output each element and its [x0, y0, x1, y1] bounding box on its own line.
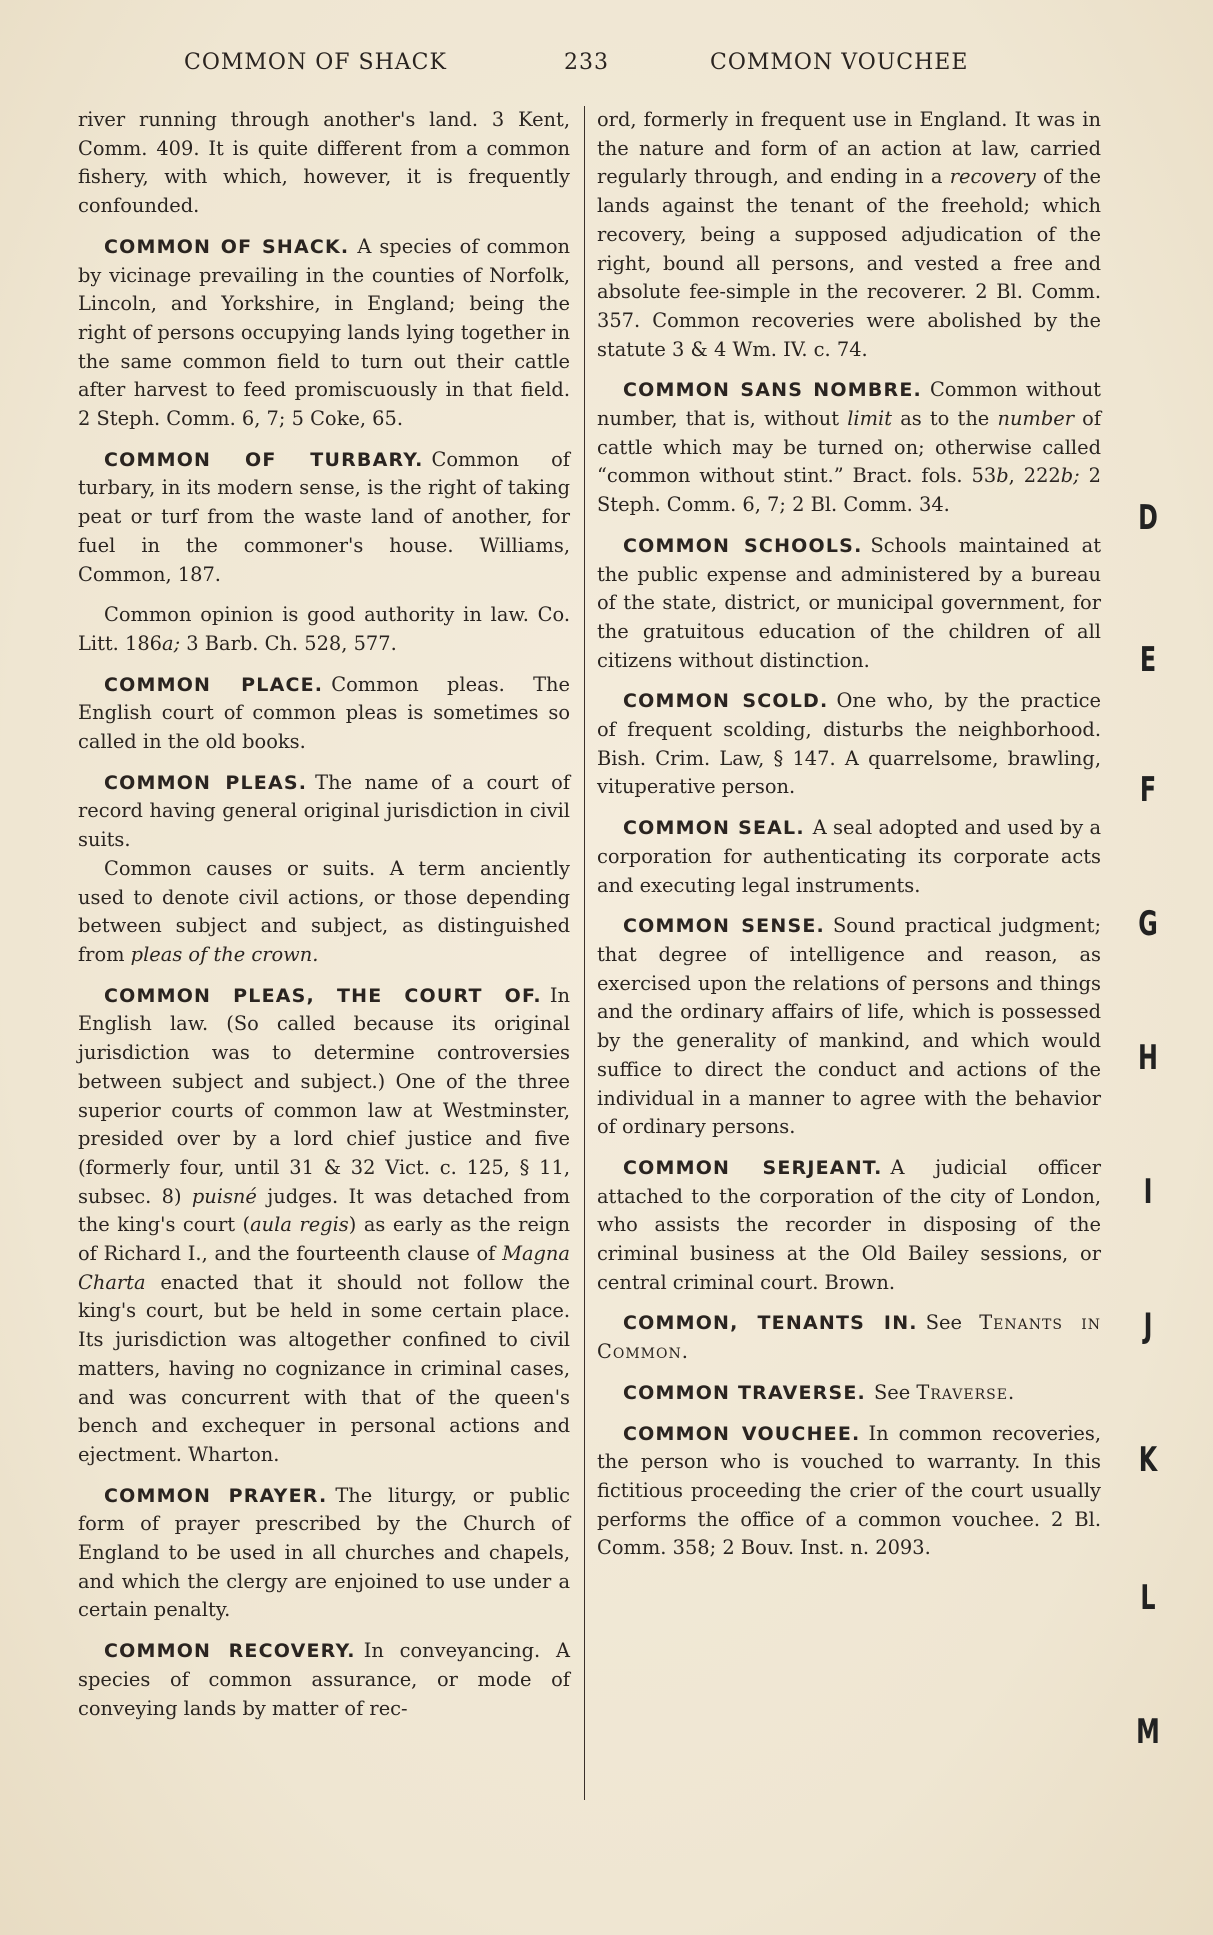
entry-common-sense — [597, 912, 1101, 1142]
entry-text: In conveyancing. A species of common assurance, or mode of conveying lands by matter of rec- — [78, 1639, 570, 1720]
entry-text: of the lands against the tenant of the freehold; which recovery, being a supposed adjudication of the right, bound all persons, and vested a free and absolute fee-simple in the recoverer. 2 Bl. Comm. 357. Common recoveries were abolished by the statute 3 & 4 Wm. IV. c. 74. — [597, 165, 1101, 361]
entry-text: ) as early as the reign of Richard I., and the fourteenth clause of — [78, 1213, 570, 1266]
cross-reference: Traverse. — [916, 1380, 1016, 1404]
thumb-index-letter[interactable]: D — [1138, 498, 1158, 538]
entry-common-recovery — [78, 1637, 570, 1723]
entry-common-pleas — [78, 769, 570, 970]
entry-continuation — [597, 106, 1101, 364]
entry-text: One who, by the practice of frequent scolding, disturbs the neighborhood. Bish. Crim. Law, § 147. A quarrelsome, brawling, vituperative person. — [597, 689, 1101, 799]
column-divider — [584, 106, 585, 1800]
thumb-index-letter[interactable]: H — [1138, 1038, 1158, 1078]
thumb-index-letter[interactable]: G — [1138, 904, 1158, 944]
entry-common-place — [78, 671, 570, 757]
entry-common-opinion — [78, 601, 570, 658]
entry-common-traverse — [597, 1379, 1101, 1408]
entry-text: 2 Steph. Comm. 6, 7; 2 Bl. Comm. 34. — [597, 464, 1101, 517]
entry-continuation — [78, 106, 570, 221]
thumb-index-letter[interactable]: J — [1143, 1306, 1153, 1346]
entry-italic: number — [997, 407, 1074, 431]
entry-headword: COMMON VOUCHEE. — [623, 1422, 861, 1445]
entry-italic: b — [996, 464, 1009, 488]
entry-headword: COMMON PRAYER. — [104, 1484, 328, 1507]
entry-text: river running through another's land. 3 Kent, Comm. 409. It is quite different from a common fishery, with which, however, it is frequently confounded. — [78, 108, 570, 218]
entry-text: A judicial officer attached to the corporation of the city of London, who assists the recorder in disposing of the criminal business at the Old Bailey sessions, or central criminal court. Brown. — [597, 1155, 1101, 1294]
entry-text: 3 Barb. Ch. 528, 577. — [180, 631, 397, 655]
entry-text: See — [873, 1380, 917, 1404]
entry-text: See — [925, 1311, 980, 1335]
entry-headword: COMMON OF SHACK. — [104, 235, 350, 258]
entry-italic: a; — [162, 631, 181, 655]
entry-text: , 222 — [1008, 464, 1061, 488]
page-number: 233 — [564, 50, 609, 75]
thumb-index-letter[interactable]: F — [1139, 770, 1157, 810]
entry-headword: COMMON PLEAS, THE COURT OF. — [104, 984, 542, 1007]
entry-text: as to the — [892, 407, 998, 431]
entry-headword: COMMON OF TURBARY. — [104, 448, 424, 471]
thumb-index-letter[interactable]: K — [1138, 1440, 1158, 1480]
entry-text: Common without number, that is, without — [597, 378, 1101, 431]
right-column — [597, 106, 1101, 1575]
entry-text: enacted that it should not follow the king's court, but be held in some certain place. Its jurisdiction was altogether confined to civil matters, having no cognizance in criminal cases, and was concurrent with that of the queen's bench and exchequer in personal actions and ejectment. Wharton. — [78, 1270, 570, 1466]
entry-common-tenants-in — [597, 1309, 1101, 1366]
entry-headword: COMMON SEAL. — [623, 817, 805, 840]
entry-headword: COMMON SCHOOLS. — [623, 534, 863, 557]
left-column — [78, 106, 570, 1735]
cross-reference: Tenants in Common. — [597, 1311, 1101, 1364]
entry-text: In English law. (So called because its original jurisdiction was to determine controversies between subject and subject.) One of the three superior courts of common law at Westminster, presided over by a lord chief justice and five (formerly four, until 31 & 32 Vict. c. 125, § 11, subsec. 8) — [78, 983, 570, 1208]
entry-text: Sound practical judgment; that degree of intelligence and reason, as exercised upon the relations of persons and things and the ordinary affairs of life, which is possessed by the generality of mankind, and which would suffice to direct the conduct and actions of the individual in a manner to agree with the behavior of ordinary persons. — [597, 914, 1101, 1139]
entry-common-pleas-court — [78, 982, 570, 1470]
entry-headword: COMMON, TENANTS IN. — [623, 1312, 918, 1335]
thumb-index-letter[interactable]: L — [1140, 1578, 1156, 1618]
entry-text: Common opinion is good authority in law. Co. Litt. 186 — [78, 603, 570, 655]
entry-headword: COMMON PLACE. — [104, 673, 324, 696]
running-header — [80, 50, 1100, 84]
entry-text: The liturgy, or public form of prayer prescribed by the Church of England to be used in all churches and chapels, and which the clergy are enjoined to use under a certain penalty. — [78, 1483, 570, 1622]
entry-text: The name of a court of record having general original jurisdiction in civil suits. — [78, 770, 570, 852]
entry-italic: recovery — [949, 165, 1036, 189]
entry-subtext: Common causes or suits. A term anciently used to denote civil actions, or those depending between subject and subject, as distinguished from — [78, 856, 570, 966]
entry-headword: COMMON PLEAS. — [104, 771, 308, 794]
entry-text: Common of turbary, in its modern sense, is the right of taking peat or turf from the waste land of another, for fuel in the commoner's house. Williams, Common, 187. — [78, 447, 570, 586]
entry-headword: COMMON SERJEANT. — [623, 1156, 883, 1179]
header-right-title: COMMON VOUCHEE — [710, 50, 969, 75]
entry-common-schools — [597, 532, 1101, 676]
entry-text: ord, formerly in frequent use in England. It was in the nature and form of an action at law, carried regularly through, and ending in a — [597, 108, 1101, 189]
entry-headword: COMMON SENSE. — [623, 915, 825, 938]
entry-common-scold — [597, 687, 1101, 802]
thumb-index-letter[interactable]: I — [1143, 1172, 1153, 1212]
header-left-title: COMMON OF SHACK — [184, 50, 447, 75]
entry-common-of-shack — [78, 233, 570, 434]
entry-text: Schools maintained at the public expense and administered by a bureau of the state, district, or municipal government, for the gratuitous education of the children of all citizens without distinction. — [597, 533, 1101, 672]
entry-text: of cattle which may be turned on; otherwise called “common without stint.” Bract. fols. 53 — [597, 407, 1102, 488]
entry-common-of-turbary — [78, 446, 570, 590]
thumb-index-letter[interactable]: E — [1139, 640, 1157, 680]
entry-common-sans-nombre — [597, 376, 1101, 520]
entry-common-prayer — [78, 1482, 570, 1626]
thumb-index — [1118, 0, 1178, 1935]
entry-italic: aula regis — [250, 1213, 349, 1237]
entry-text: judges. It was detached from the king's court ( — [78, 1184, 570, 1237]
entry-common-serjeant — [597, 1154, 1101, 1298]
entry-headword: COMMON SANS NOMBRE. — [623, 379, 922, 402]
entry-headword: COMMON TRAVERSE. — [623, 1381, 866, 1404]
entry-headword: COMMON SCOLD. — [623, 690, 829, 713]
entry-text: A seal adopted and used by a corporation for authenticating its corporate acts and executing legal instruments. — [597, 816, 1102, 897]
entry-headword: COMMON RECOVERY. — [104, 1640, 356, 1663]
entry-italic: b; — [1060, 464, 1080, 488]
thumb-index-letter[interactable]: M — [1136, 1712, 1160, 1752]
entry-text: In common recoveries, the person who is vouched to warranty. In this fictitious proceeding the crier of the court usually performs the office of a common vouchee. 2 Bl. Comm. 358; 2 Bouv. Inst. n. 2093. — [597, 1421, 1101, 1560]
entry-italic: puisné — [191, 1184, 257, 1208]
entry-text: Common pleas. The English court of common pleas is sometimes so called in the old books. — [78, 672, 571, 754]
entry-common-vouchee — [597, 1420, 1101, 1564]
entry-text: A species of common by vicinage prevailing in the counties of Norfolk, Lincoln, and Yorkshire, in England; being the right of persons occupying lands lying together in the same common field to turn out their cattle after harvest to feed promiscuously in that field. 2 Steph. Comm. 6, 7; 5 Coke, 65. — [78, 234, 570, 431]
entry-common-seal — [597, 814, 1101, 900]
entry-italic: limit — [847, 407, 893, 431]
entry-italic: Magna Charta — [78, 1242, 570, 1294]
entry-italic: pleas of the crown. — [130, 942, 319, 966]
